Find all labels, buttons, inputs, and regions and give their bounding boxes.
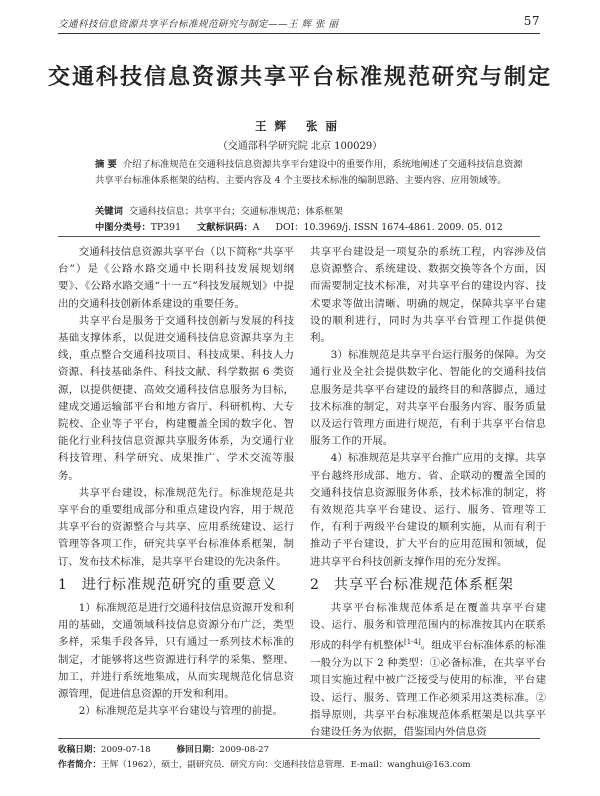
body-paragraph: 共享平台建设是一项复杂的系统工程，内容涉及信息资源整合、系统建设、数据交换等各个方面，因而需要制定技术标准，对共享平台的建设内容、技术要求等做出清晰、明确的规定，保障共享平台建设的顺利进行，同时为共享平台管理工作提供便利。 <box>310 246 546 345</box>
body-paragraph: 共享平台是服务于交通科技创新与发展的科技基础支撑体系，以促进交通科技信息资源共享为主线，重点整合交通科技项目、科技成果、科技人力资源、科技基础条件、科技文献、科学数据 6 类资源，以提供便捷、高效交通科技信息服务为目标，建成交通运输部平台和地方省厅、科研机构、大专院校、企业等子平台，构建覆盖全国的数字化、智能化行业科技信息资源共享服务体系，为交通行业科技管理、科学研究、成果推广、学术交流等服务。 <box>58 314 294 482</box>
revised-label: 修回日期： <box>176 745 220 755</box>
received-date: 2009-07-18 <box>100 745 151 755</box>
section-heading-2 <box>310 577 546 594</box>
body-paragraph: 1）标准规范是进行交通科技信息资源开发和利用的基础，交通领域科技信息资源分布广泛，类型多样，采集手段各异，只有通过一系列技术标准的制定，才能够将这些资源进行科学的采集、整理、加工，并进行系统地集成，从而实现规范化信息资源管理，促进信息资源的开发和利用。 <box>58 602 294 701</box>
article-authors: 王辉 张丽 <box>254 119 345 133</box>
body-paragraph: 共享平台建设，标准规范先行。标准规范是共享平台的重要组成部分和重点建设内容，用于规范共享平台的资源整合与共享、应用系统建设、运行管理等各项工作，研究共享平台标准体系框架，制订、发布技术标准，是共享平台建设的先决条件。 <box>58 486 294 568</box>
left-column <box>58 244 294 720</box>
doi: DOI：10.3969/j. ISSN 1674-4861. 2009. 05. 012 <box>275 222 503 233</box>
body-text: 。组成平台标准体系的标准一般分为以下 2 种类型：①必备标准，在共享平台项目实施过程中被广泛接受与使用的标准，平台建设、运行、服务、管理工作必须采用这类标准。②指导原则，共享平台标准规范体系框架是以共享平台建设任务为依据，借鉴国内外信息资 <box>310 639 547 738</box>
section-heading-1 <box>58 577 294 594</box>
running-header-title: 交通科技信息资源共享平台标准规范研究与制定——王 辉 张 丽 <box>58 19 339 30</box>
footnote-dates <box>58 743 540 755</box>
section-number: 2 <box>310 576 320 593</box>
footnote-rule <box>58 738 540 739</box>
right-column <box>310 244 546 741</box>
keywords-label: 关键词 <box>95 206 123 217</box>
abstract-text: 介绍了标准规范在交通科技信息资源共享平台建设中的重要作用，系统地阐述了交通科技信息资源共享平台标准体系框架的结构、主要内容及 4 个主要技术标准的编制思路、主要内容、应用领域等。 <box>95 159 523 186</box>
keywords-text: 交通科技信息；共享平台；交通标准规范；体系框架 <box>128 206 343 217</box>
keywords <box>95 203 525 217</box>
section-number: 1 <box>58 576 68 593</box>
body-text: 共享平台标准规范体系是在覆盖共享平台建设、运行、服务和管理范围内的标准按其内在联系形成的科学有机整体 <box>310 602 546 652</box>
section-title: 共享平台标准规范体系框架 <box>333 576 514 593</box>
body-paragraph: 3）标准规范是共享平台运行服务的保障。为交通行业及全社会提供数字化、智能化的交通科技信息服务是共享平台建设的最终目的和落脚点，通过技术标准的制定，对共享平台服务内容、服务质量以及运行管理方面进行规范，有利于共享平台信息服务工作的开展。 <box>310 349 546 448</box>
received-label: 收稿日期： <box>58 745 101 755</box>
abstract-label: 摘 要 <box>95 159 117 170</box>
abstract <box>95 157 525 188</box>
header-rule <box>58 33 540 34</box>
body-paragraph <box>310 600 546 741</box>
author-info: 王辉（1962），硕士，副研究员．研究方向：交通科技信息管理．E-mail：wanghui@163.com <box>100 760 471 770</box>
body-paragraph: 4）标准规范是共享平台推广应用的支撑。共享平台越终形成部、地方、省、企联动的覆盖全国的交通科技信息资源服务体系，技术标准的制定，将有效规范共享平台建设、运行、服务、管理等工作，有利于两级平台建设的顺利实施，从而有利于推动子平台建设，扩大平台的应用范围和领域，促进共享平台科技创新支撑作用的充分发挥。 <box>310 452 546 568</box>
classification-line <box>95 219 525 233</box>
clc-value: TP391 <box>150 222 181 233</box>
article-title: 交通科技信息资源共享平台标准规范研究与制定 <box>47 64 552 90</box>
doc-code-label: 文献标识码： <box>197 222 253 233</box>
page-number: 57 <box>523 14 540 28</box>
revised-date: 2009-08-27 <box>219 745 270 755</box>
footnote-author <box>58 758 540 770</box>
body-paragraph: 交通科技信息资源共享平台（以下简称“共享平台”）是《公路水路交通中长期科技发展规划纲要》、《公路水路交通“十一五”科技发展规划》中提出的交通科技创新体系建设的重要任务。 <box>58 246 294 310</box>
clc-label: 中图分类号： <box>95 222 151 233</box>
doc-code-value: A <box>252 222 260 233</box>
abstract-rule <box>58 236 540 237</box>
section-title: 进行标准规范研究的重要意义 <box>81 576 277 593</box>
author-affiliation: （交通部科学研究院 北京 100029） <box>217 141 383 152</box>
citation[interactable]: [1-4] <box>403 638 421 647</box>
body-paragraph: 2）标准规范是共享平台建设与管理的前提。 <box>78 705 283 718</box>
running-header <box>58 14 540 32</box>
author-info-label: 作者简介： <box>58 760 101 770</box>
